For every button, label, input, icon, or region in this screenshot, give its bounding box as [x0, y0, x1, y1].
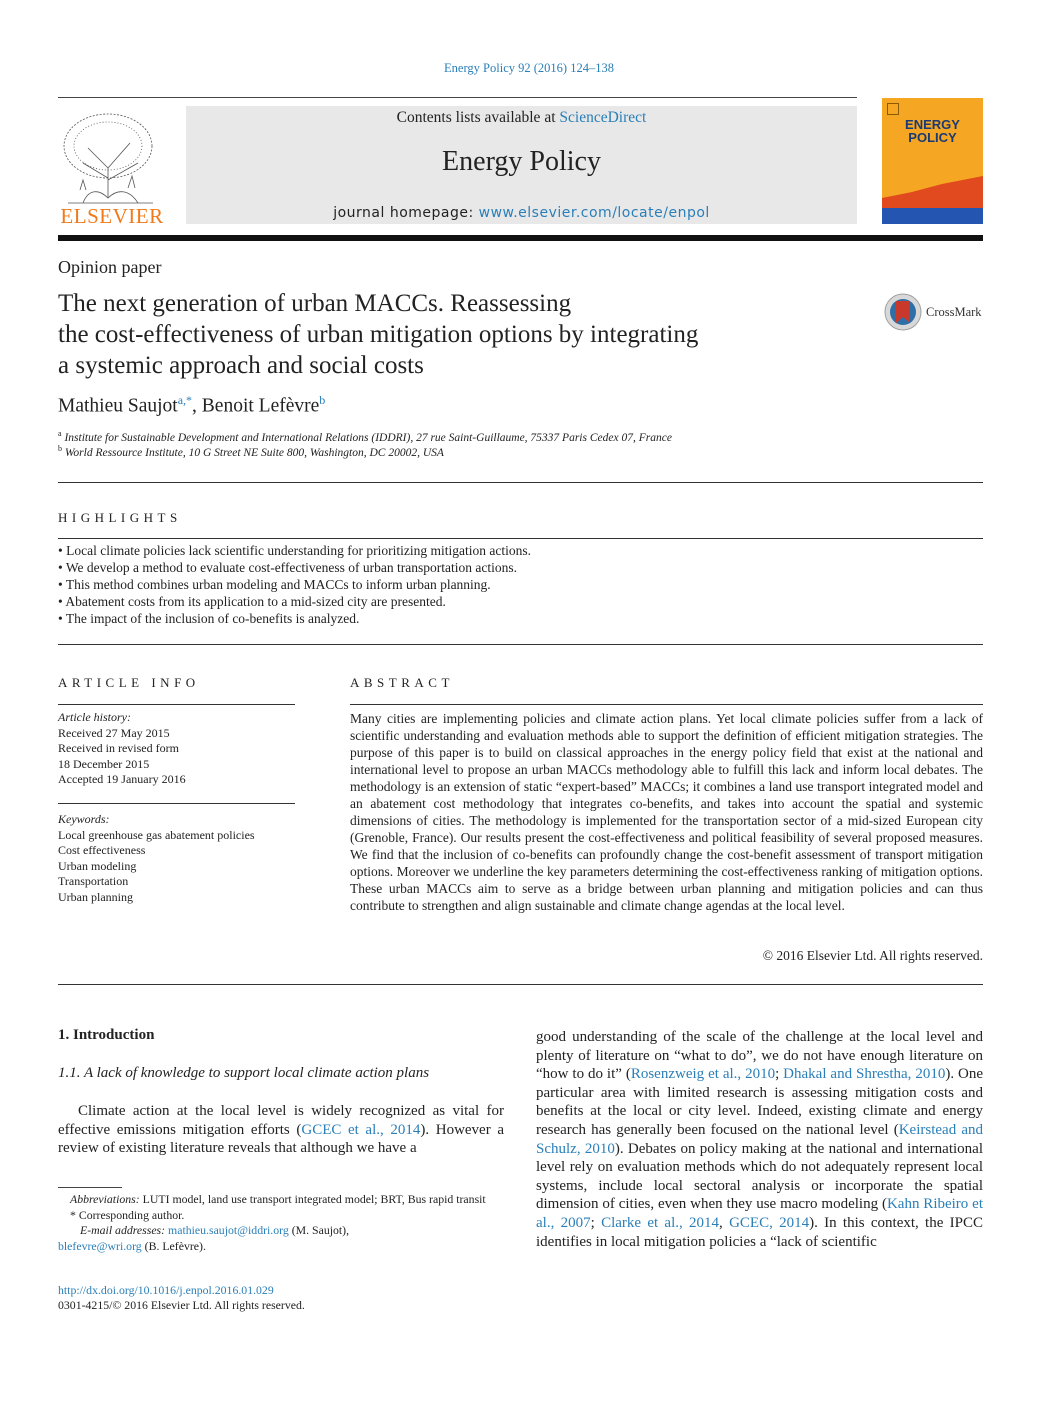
highlight-item: • This method combines urban modeling and MACCs to inform urban planning.	[58, 577, 491, 592]
body-text: ;	[775, 1066, 784, 1083]
elsevier-logo[interactable]	[58, 108, 166, 226]
highlight-text: This method combines urban modeling and MACCs to inform urban planning.	[65, 577, 491, 592]
article-info-rule	[58, 704, 295, 705]
keyword: Urban modeling	[58, 858, 137, 873]
keywords-label: Keywords:	[58, 812, 110, 826]
subsection-heading: 1.1. A lack of knowledge to support local climate action plans	[58, 1065, 430, 1081]
author-affil-mark[interactable]: b	[319, 393, 326, 407]
highlight-text: Abatement costs from its application to a mid-sized city are presented.	[65, 594, 446, 609]
crossmark-icon	[884, 293, 922, 331]
citation-link[interactable]: Dhakal and Shrestha, 2010	[783, 1066, 946, 1083]
abstract-rule	[350, 704, 983, 705]
citation-link[interactable]: Clarke et al., 2014	[601, 1214, 720, 1231]
email-owner: (M. Saujot),	[288, 1223, 350, 1237]
sciencedirect-link[interactable]: ScienceDirect	[559, 109, 647, 126]
abstract-copyright: © 2016 Elsevier Ltd. All rights reserved.	[762, 948, 983, 963]
paper-type: Opinion paper	[58, 257, 162, 277]
crossmark-label: CrossMark	[926, 304, 982, 319]
homepage-line	[186, 205, 857, 221]
intro-text: ). However a review of existing literature reveals that although we have a	[58, 1121, 504, 1157]
affiliation	[58, 429, 672, 444]
history-entry: Received in revised form	[58, 741, 179, 755]
contents-prefix: Contents lists available at	[396, 109, 560, 126]
section-heading: 1. Introduction	[58, 1027, 155, 1043]
homepage-prefix: journal homepage:	[333, 205, 479, 221]
publisher-name: ELSEVIER	[60, 204, 164, 228]
section-divider	[58, 644, 983, 645]
cover-graphic-icon	[882, 170, 983, 224]
intro-paragraph	[58, 1102, 504, 1158]
highlight-text: The impact of the inclusion of co-benefits is analyzed.	[65, 611, 360, 626]
intro-paragraph-continued	[536, 1028, 983, 1251]
footnote-rule	[58, 1187, 122, 1188]
author-affil-mark[interactable]: a,*	[177, 393, 193, 407]
keyword: Transportation	[58, 874, 129, 888]
article-info-heading: ARTICLE INFO	[58, 675, 200, 690]
highlight-item: • Abatement costs from its application to a mid-sized city are presented.	[58, 594, 446, 609]
history-label: Article history:	[58, 710, 131, 724]
section-divider	[58, 984, 983, 985]
body-text: ). In this context, the IPCC identifies in local mitigation policies a “lack of scientific	[536, 1214, 984, 1250]
abbrev-label: Abbreviations:	[70, 1192, 140, 1206]
email-link[interactable]: mathieu.saujot@iddri.org	[168, 1223, 289, 1237]
citation-link[interactable]: Rosenzweig et al., 2010	[630, 1066, 776, 1083]
doi-link[interactable]	[58, 1283, 274, 1299]
journal-banner	[186, 106, 857, 224]
title-line: the cost-effectiveness of urban mitigation options by integrating	[58, 321, 699, 348]
abstract-text: Many cities are implementing policies and climate action plans. Yet local climate policies suffer from a lack of scientific understanding and evaluation methods able to support the definition of efficient mitigation strategies. The purpose of this paper is to build on classical approaches in the energy policy field that exist at the national and international level to propose an urban MACCs methodology able to fulfill this lack and inform local debates. The methodology is an extension of static “expert-based” MACCs; it combines a land use transport integrated model and an abatement cost methodology that integrates co-benefits, and takes into account the spatial and systemic dimensions of cities. The methodology is implemented for the transportation sector of a mid-sized European city (Grenoble, France). Our results present the cost-effectiveness and political feasibility of several proposed measures. We find that the inclusion of co-benefits can profoundly change the cost-benefit assessment of transport mitigation options. Moreover we underline the key parameters determining the cost-effectiveness ranking of mitigation options. These urban MACCs aim to serve as a bridge between urban planning and mitigation policies and can thus contribute to strengthen and align sustainable and climate change agendas at the local level.	[350, 711, 983, 913]
affiliation-mark: a	[58, 429, 62, 438]
body-text: ;	[590, 1214, 602, 1231]
crossmark-badge[interactable]	[884, 293, 982, 331]
footnotes	[58, 1192, 504, 1254]
footnote-abbreviations	[58, 1192, 504, 1208]
email-owner: (B. Lefèvre).	[141, 1238, 206, 1253]
highlight-text: Local climate policies lack scientific understanding for prioritizing mitigation actions.	[66, 543, 531, 558]
issn-line: 0301-4215/© 2016 Elsevier Ltd. All rights reserved.	[58, 1298, 305, 1312]
title-line: a systemic approach and social costs	[58, 352, 424, 379]
affiliation	[58, 444, 444, 459]
homepage-link[interactable]: www.elsevier.com/locate/enpol	[478, 205, 710, 221]
doi-url[interactable]: http://dx.doi.org/10.1016/j.enpol.2016.01.029	[58, 1283, 274, 1297]
journal-cover[interactable]	[882, 98, 983, 224]
keywords-rule	[58, 803, 295, 804]
affiliation-text: Institute for Sustainable Development and International Relations (IDDRI), 27 rue Saint-Guillaume, 75337 Paris Cedex 07, France	[64, 431, 672, 444]
highlight-item: • We develop a method to evaluate cost-effectiveness of urban transportation actions.	[58, 560, 517, 575]
cover-title-1: ENERGY	[905, 117, 960, 132]
email-link[interactable]: blefevre@wri.org	[58, 1238, 142, 1253]
title-line: The next generation of urban MACCs. Reassessing	[58, 290, 572, 317]
section-divider	[58, 482, 983, 483]
citation-link[interactable]: Keirstead and Schulz, 2010	[536, 1121, 983, 1157]
keywords-block	[58, 812, 255, 905]
author-name[interactable]: Benoit Lefèvre	[201, 395, 320, 417]
highlights-heading: HIGHLIGHTS	[58, 510, 182, 525]
paper-title	[58, 288, 838, 381]
citation-link[interactable]: GCEC, 2014	[729, 1214, 810, 1231]
highlight-item: • The impact of the inclusion of co-benefits is analyzed.	[58, 611, 360, 626]
keyword: Local greenhouse gas abatement policies	[58, 827, 255, 842]
body-text: ). Debates on policy making at the national and international level rely on evaluation methods which do not adequately represent local systems, include local sectoral analysis or incorporate the spatial dimension of cities, even when they use macro modeling (	[536, 1140, 983, 1213]
highlights-rule	[58, 538, 983, 539]
contents-line	[186, 109, 857, 127]
abbrev-text: LUTI model, land use transport integrated model; BRT, Bus rapid transit	[139, 1192, 486, 1206]
keyword: Urban planning	[58, 889, 133, 904]
history-entry: Accepted 19 January 2016	[58, 772, 186, 786]
body-text: ). One particular area with limited research is assessing mitigation costs and benefits at the local or city level. Indeed, existing climate and energy research has generally been focused on the national level (	[536, 1066, 983, 1138]
header-divider	[58, 97, 857, 98]
article-history	[58, 710, 186, 788]
cover-title-2: POLICY	[908, 130, 957, 145]
citation-link[interactable]: Kahn Ribeiro et al., 2007	[536, 1196, 983, 1231]
highlight-text: We develop a method to evaluate cost-effectiveness of urban transportation actions.	[65, 560, 517, 575]
cover-publisher-mark-icon	[887, 103, 899, 115]
footnote-email	[58, 1239, 504, 1255]
keyword: Cost effectiveness	[58, 843, 146, 857]
email-label: E-mail addresses:	[80, 1223, 166, 1237]
journal-title: Energy Policy	[442, 146, 601, 177]
history-entry: Received 27 May 2015	[58, 725, 170, 740]
intro-text: Climate action at the local level is widely recognized as vital for effective emissions mitigation efforts (	[58, 1103, 504, 1138]
header-thick-rule	[58, 235, 983, 241]
journal-citation[interactable]: Energy Policy 92 (2016) 124–138	[444, 61, 614, 75]
footnote-email	[58, 1223, 504, 1239]
affiliation-text: World Ressource Institute, 10 G Street NE Suite 800, Washington, DC 20002, USA	[64, 446, 444, 459]
citation-link[interactable]: GCEC et al., 2014	[301, 1121, 421, 1138]
history-entry: 18 December 2015	[58, 756, 150, 771]
body-text: good understanding of the scale of the challenge at the local level and plenty of literature on “what to do”, we do not have enough literature on “how to do it” (	[536, 1029, 983, 1083]
author-name[interactable]: Mathieu Saujot	[58, 395, 178, 417]
footnote-corresponding: * Corresponding author.	[70, 1207, 185, 1222]
author-list: Mathieu Saujot$^{a,*}$, Benoit Lefèvre$^b$	[58, 393, 326, 417]
abstract-heading: ABSTRACT	[350, 675, 454, 690]
body-text: ,	[719, 1214, 730, 1231]
affiliation-mark: b	[58, 444, 62, 453]
highlight-item: • Local climate policies lack scientific understanding for prioritizing mitigation actions.	[58, 543, 531, 558]
